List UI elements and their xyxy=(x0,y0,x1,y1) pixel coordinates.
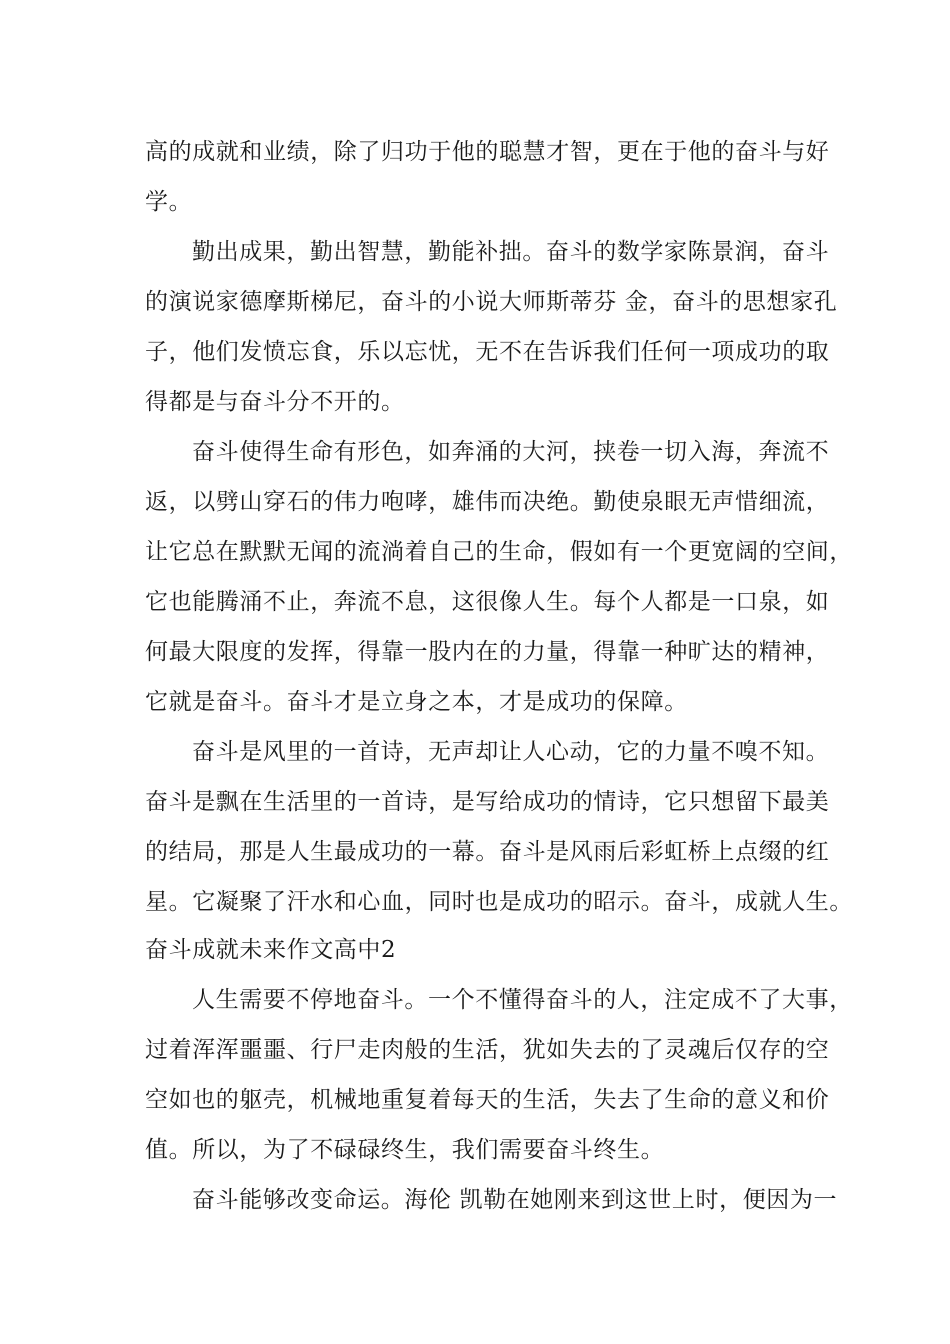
text-line: 它就是奋斗。奋斗才是立身之本，才是成功的保障。 xyxy=(145,689,688,715)
text-line: 过着浑浑噩噩、行尸走肉般的生活，犹如失去的了灵魂后仅存的空 xyxy=(145,1037,830,1063)
text-line: 学。 xyxy=(145,189,193,215)
text-line: 值。所以，为了不碌碌终生，我们需要奋斗终生。 xyxy=(145,1137,665,1163)
text-line: 高的成就和业绩，除了归功于他的聪慧才智，更在于他的奋斗与好 xyxy=(145,139,830,165)
paragraph-start-line: 人生需要不停地奋斗。一个不懂得奋斗的人，注定成不了大事， xyxy=(192,987,853,1013)
text-line: 星。它凝聚了汗水和心血，同时也是成功的昭示。奋斗，成就人生。 xyxy=(145,889,853,915)
paragraph-start-line: 奋斗能够改变命运。海伦 凯勒在她刚来到这世上时，便因为一 xyxy=(192,1187,838,1213)
paragraph-start-line: 奋斗是风里的一首诗，无声却让人心动，它的力量不嗅不知。 xyxy=(192,739,830,765)
text-line: 它也能腾涌不止，奔流不息，这很像人生。每个人都是一口泉，如 xyxy=(145,589,830,615)
text-line: 得都是与奋斗分不开的。 xyxy=(145,389,405,415)
paragraph-start-line: 奋斗使得生命有形色，如奔涌的大河，挟卷一切入海，奔流不 xyxy=(192,439,830,465)
essay-heading: 奋斗成就未来作文高中2 xyxy=(145,937,397,963)
paragraph-start-line: 勤出成果，勤出智慧，勤能补拙。奋斗的数学家陈景润，奋斗 xyxy=(192,239,830,265)
text-line: 何最大限度的发挥，得靠一股内在的力量，得靠一种旷达的精神， xyxy=(145,639,830,665)
text-line: 返，以劈山穿石的伟力咆哮，雄伟而决绝。勤使泉眼无声惜细流， xyxy=(145,489,830,515)
text-line: 子，他们发愤忘食，乐以忘忧，无不在告诉我们任何一项成功的取 xyxy=(145,339,830,365)
text-line: 的演说家德摩斯梯尼，奋斗的小说大师斯蒂芬 金，奋斗的思想家孔 xyxy=(145,289,838,315)
text-line: 奋斗是飘在生活里的一首诗，是写给成功的情诗，它只想留下最美 xyxy=(145,789,830,815)
text-line: 空如也的躯壳，机械地重复着每天的生活，失去了生命的意义和价 xyxy=(145,1087,830,1113)
text-line: 让它总在默默无闻的流淌着自己的生命，假如有一个更宽阔的空间， xyxy=(145,539,853,565)
text-line: 的结局，那是人生最成功的一幕。奋斗是风雨后彩虹桥上点缀的红 xyxy=(145,839,830,865)
